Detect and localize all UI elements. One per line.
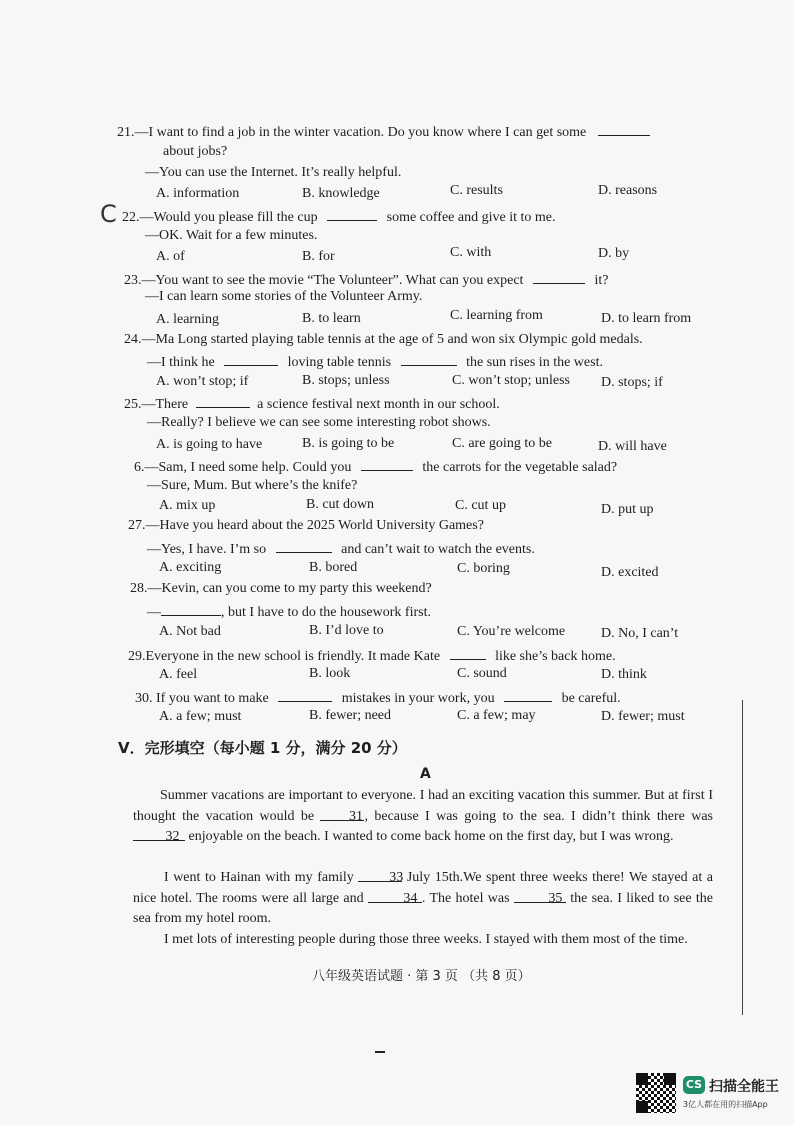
option-b: B. is going to be bbox=[302, 436, 395, 451]
question-22 bbox=[122, 207, 555, 226]
option-d: D. put up bbox=[601, 502, 654, 517]
answer-blank bbox=[401, 352, 457, 366]
option-d: D. No, I can’t bbox=[601, 626, 679, 641]
question-number: 29. bbox=[128, 649, 146, 664]
question-stem-cont: be careful. bbox=[561, 691, 621, 706]
qr-code-icon bbox=[636, 1073, 676, 1113]
paragraph-text: , because I was going to the sea. I didn’t think there was bbox=[364, 808, 713, 824]
question-23-reply: —I can learn some stories of the Volunteer Army. bbox=[145, 289, 423, 304]
answer-blank bbox=[276, 539, 332, 553]
option-c: C. won’t stop; unless bbox=[452, 373, 570, 388]
question-number: 23. bbox=[124, 273, 142, 288]
option-a: A. feel bbox=[159, 667, 198, 682]
answer-blank bbox=[504, 688, 552, 702]
question-number: 6. bbox=[134, 460, 145, 475]
paragraph-text: I went to Hainan with my family bbox=[164, 870, 354, 885]
reply-part: —Yes, I have. I’m so bbox=[147, 542, 267, 557]
page-footer: 八年级英语试题 · 第 3 页 （共 8 页） bbox=[312, 969, 531, 984]
question-27 bbox=[128, 518, 484, 534]
question-25 bbox=[124, 394, 500, 413]
reply-part: — bbox=[147, 605, 161, 620]
option-c: C. with bbox=[450, 245, 492, 260]
question-number: 22. bbox=[122, 210, 140, 225]
question-stem-cont: the carrots for the vegetable salad? bbox=[422, 460, 618, 475]
question-stem-cont: a science festival next month in our school. bbox=[257, 397, 500, 412]
cloze-blank-35: 35 bbox=[514, 889, 566, 903]
option-b: B. I’d love to bbox=[309, 623, 384, 638]
option-c: C. learning from bbox=[450, 308, 543, 323]
paragraph-text: enjoyable on the beach. I wanted to come back home on the first day, but I was wrong. bbox=[188, 829, 674, 844]
option-a: A. is going to have bbox=[156, 437, 263, 452]
question-number: 21. bbox=[117, 125, 135, 140]
answer-blank bbox=[196, 394, 250, 408]
paragraph-text: the sea. I liked to see the sea from my hotel room. bbox=[133, 890, 714, 926]
passage-paragraph-3: I met lots of interesting people during those three weeks. I stayed with them most of the time. bbox=[164, 932, 688, 947]
section-title: V．完形填空（每小题 1 分，满分 20 分） bbox=[118, 739, 407, 757]
question-stem: —Sam, I need some help. Could you bbox=[144, 460, 352, 475]
option-a: A. of bbox=[156, 249, 185, 264]
reply-part: —I think he bbox=[147, 355, 215, 370]
option-c: C. results bbox=[450, 183, 503, 198]
question-number: 25. bbox=[124, 397, 142, 412]
option-c: C. You’re welcome bbox=[457, 624, 566, 639]
question-stem: —Kevin, can you come to my party this weekend? bbox=[147, 581, 432, 596]
question-number: 27. bbox=[128, 518, 146, 533]
option-d: D. reasons bbox=[598, 183, 658, 198]
scanner-logo-icon: CS bbox=[683, 1076, 705, 1094]
option-b: B. cut down bbox=[306, 497, 375, 512]
question-stem-cont: like she’s back home. bbox=[495, 649, 616, 664]
answer-blank bbox=[327, 207, 377, 221]
option-a: A. won’t stop; if bbox=[156, 374, 249, 389]
option-c: C. sound bbox=[457, 666, 507, 681]
question-21 bbox=[117, 122, 650, 141]
option-c: C. a few; may bbox=[457, 708, 536, 723]
scan-mark bbox=[375, 1051, 385, 1053]
question-stem: —I want to find a job in the winter vacation. Do you know where I can get some bbox=[134, 125, 587, 140]
option-c: C. boring bbox=[457, 561, 510, 576]
reply-part: the sun rises in the west. bbox=[466, 355, 603, 370]
answer-blank bbox=[598, 122, 650, 136]
question-23 bbox=[124, 270, 608, 289]
option-c: C. are going to be bbox=[452, 436, 552, 451]
question-stem: —There bbox=[141, 397, 189, 412]
question-27-reply bbox=[147, 539, 535, 558]
question-28-reply bbox=[147, 602, 431, 621]
scan-edge-line bbox=[742, 700, 743, 1015]
question-number: 30. bbox=[135, 691, 153, 706]
handwritten-answer-mark: C bbox=[100, 200, 117, 228]
answer-blank bbox=[361, 457, 413, 471]
question-29 bbox=[128, 646, 616, 665]
question-25-reply: —Really? I believe we can see some interesting robot shows. bbox=[147, 415, 491, 430]
reply-part: , but I have to do the housework first. bbox=[221, 605, 431, 620]
option-b: B. stops; unless bbox=[302, 373, 390, 388]
paragraph-text: Summer vacations are important to everyone. I had an exciting vacation this summer. But at first I thought the vacation would be bbox=[133, 788, 713, 824]
option-a: A. mix up bbox=[159, 498, 216, 513]
answer-blank bbox=[278, 688, 332, 702]
option-b: B. fewer; need bbox=[309, 708, 392, 723]
option-a: A. information bbox=[156, 186, 240, 201]
option-b: B. look bbox=[309, 666, 351, 681]
question-stem-cont: mistakes in your work, you bbox=[341, 691, 495, 706]
question-stem: Everyone in the new school is friendly. It made Kate bbox=[145, 649, 441, 664]
cloze-blank-32: 32 bbox=[133, 827, 185, 841]
passage-label: A bbox=[420, 766, 431, 782]
question-24 bbox=[124, 332, 643, 348]
option-d: D. stops; if bbox=[601, 375, 663, 390]
question-21-reply: —You can use the Internet. It’s really helpful. bbox=[145, 165, 402, 180]
option-c: C. cut up bbox=[455, 498, 506, 513]
answer-blank bbox=[224, 352, 278, 366]
question-22-reply: —OK. Wait for a few minutes. bbox=[145, 228, 318, 243]
cloze-blank-33: 33 bbox=[358, 868, 402, 882]
question-stem: —Ma Long started playing table tennis at the age of 5 and won six Olympic gold medals. bbox=[141, 332, 643, 347]
question-26 bbox=[134, 457, 617, 476]
option-b: B. for bbox=[302, 249, 335, 264]
option-d: D. excited bbox=[601, 565, 659, 580]
option-d: D. by bbox=[598, 246, 630, 261]
option-d: D. think bbox=[601, 667, 647, 682]
option-d: D. to learn from bbox=[601, 311, 692, 326]
question-26-reply: —Sure, Mum. But where’s the knife? bbox=[147, 478, 358, 493]
question-21-stem-cont: about jobs? bbox=[163, 144, 228, 159]
cloze-blank-31: 31 bbox=[320, 807, 364, 821]
option-a: A. Not bad bbox=[159, 624, 221, 639]
question-stem: —Have you heard about the 2025 World University Games? bbox=[145, 518, 484, 533]
question-stem: If you want to make bbox=[156, 691, 269, 706]
question-28 bbox=[130, 581, 432, 597]
paragraph-text: . The hotel was bbox=[421, 890, 510, 906]
question-stem-cont: it? bbox=[594, 273, 609, 288]
option-d: D. will have bbox=[598, 439, 667, 454]
question-stem: —You want to see the movie “The Volunteer”. What can you expect bbox=[141, 273, 524, 288]
question-stem: —Would you please fill the cup bbox=[139, 210, 318, 225]
scanner-app-name: 扫描全能王 bbox=[709, 1079, 779, 1095]
cloze-blank-34: 34 bbox=[368, 889, 422, 903]
answer-blank bbox=[161, 602, 221, 616]
option-a: A. learning bbox=[156, 312, 219, 327]
question-number: 28. bbox=[130, 581, 148, 596]
question-stem-cont: some coffee and give it to me. bbox=[386, 210, 556, 225]
question-24-reply bbox=[147, 352, 603, 371]
passage-paragraph-2 bbox=[133, 868, 713, 930]
option-a: A. exciting bbox=[159, 560, 222, 575]
option-d: D. fewer; must bbox=[601, 709, 685, 724]
option-b: B. knowledge bbox=[302, 186, 380, 201]
question-number: 24. bbox=[124, 332, 142, 347]
answer-blank bbox=[533, 270, 585, 284]
question-30 bbox=[135, 688, 621, 707]
passage-paragraph-1 bbox=[133, 786, 713, 848]
option-a: A. a few; must bbox=[159, 709, 242, 724]
scanner-tagline: 3亿人都在用的扫描App bbox=[683, 1100, 768, 1109]
reply-part: and can’t wait to watch the events. bbox=[341, 542, 535, 557]
option-b: B. to learn bbox=[302, 311, 361, 326]
reply-part: loving table tennis bbox=[287, 355, 392, 370]
paragraph-text: July 15th.We spent three weeks there! We stayed at a nice hotel. The rooms were all large and bbox=[133, 870, 714, 906]
option-b: B. bored bbox=[309, 560, 358, 575]
answer-blank bbox=[450, 646, 486, 660]
